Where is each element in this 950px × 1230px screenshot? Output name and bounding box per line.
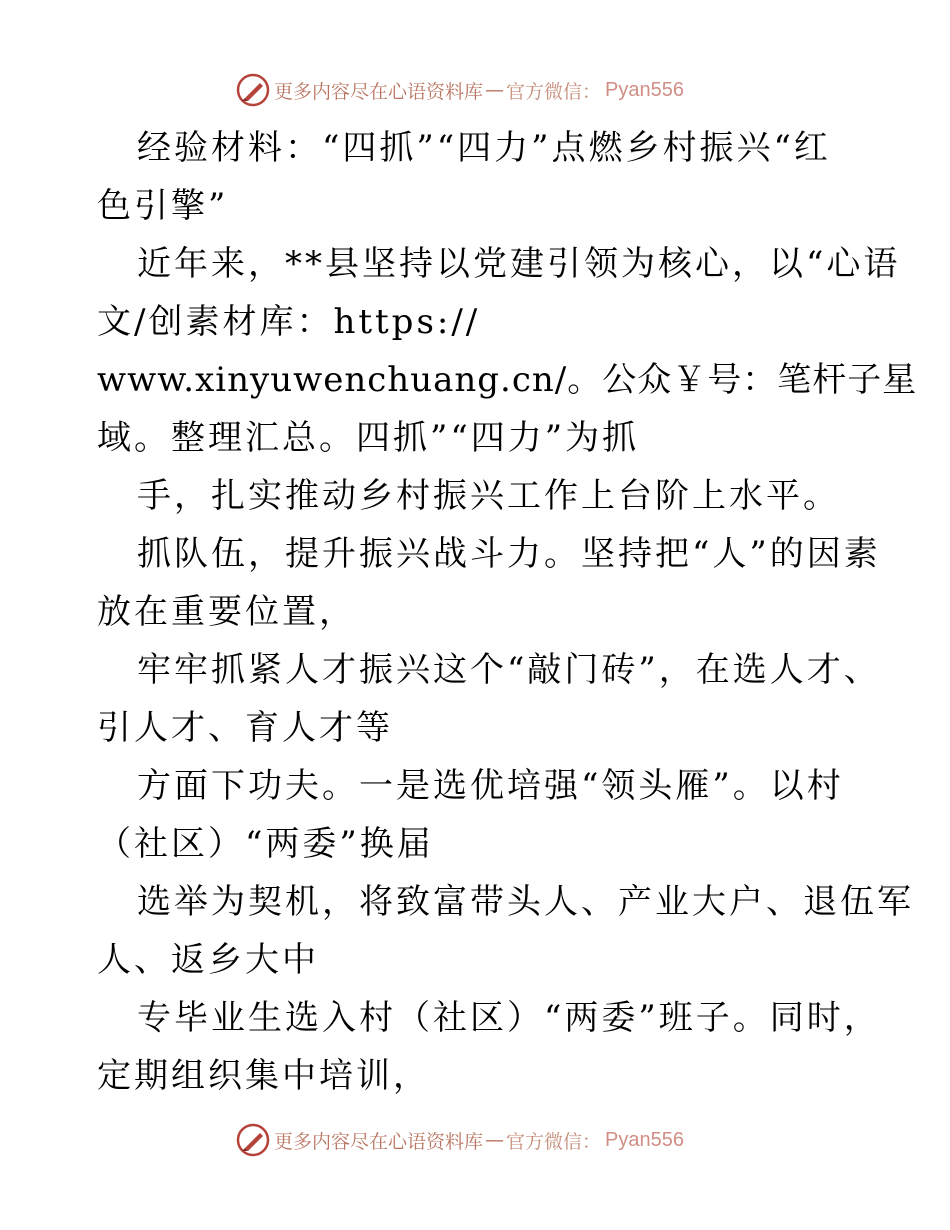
paragraph-line: 色引擎” bbox=[97, 186, 229, 226]
paragraph-line: 选举为契机，将致富带头人、产业大户、退伍军 bbox=[137, 882, 914, 922]
watermark-separator: — bbox=[485, 1129, 505, 1151]
watermark-separator: — bbox=[485, 79, 505, 101]
paragraph-line: 放在重要位置， bbox=[97, 592, 356, 632]
paragraph-line: 经验材料：“四抓”“四力”点燃乡村振兴“红 bbox=[137, 128, 831, 168]
watermark-wechat-id: Pyan556 bbox=[605, 1128, 684, 1151]
watermark-wechat-id: Pyan556 bbox=[605, 78, 684, 101]
paragraph-line: 定期组织集中培训， bbox=[97, 1056, 430, 1096]
watermark-wechat-label: 官方微信： bbox=[506, 1130, 602, 1153]
pen-logo-icon bbox=[236, 73, 270, 107]
paragraph-line: 牢牢抓紧人才振兴这个“敲门砖”，在选人才、 bbox=[137, 650, 881, 690]
paragraph-line: 近年来，**县坚持以党建引领为核心，以“心语 bbox=[137, 244, 901, 284]
watermark-text: 更多内容尽在心语资料库 bbox=[274, 80, 484, 103]
paragraph-line: www.xinyuwenchuang.cn/。公众￥号：笔杆子星 bbox=[97, 360, 918, 400]
paragraph-line: 专毕业生选入村（社区）“两委”班子。同时， bbox=[137, 998, 881, 1038]
paragraph-line: 方面下功夫。一是选优培强“领头雁”。以村 bbox=[137, 766, 844, 806]
header-watermark bbox=[236, 72, 684, 108]
paragraph-line: 手，扎实推动乡村振兴工作上台阶上水平。 bbox=[137, 476, 840, 516]
paragraph-line: 引人才、育人才等 bbox=[97, 708, 393, 748]
paragraph-line: 域。整理汇总。四抓”“四力”为抓 bbox=[97, 418, 640, 458]
watermark-text: 更多内容尽在心语资料库 bbox=[274, 1130, 484, 1153]
paragraph-line: 人、返乡大中 bbox=[97, 940, 319, 980]
paragraph-line: 抓队伍，提升振兴战斗力。坚持把“人”的因素 bbox=[137, 534, 881, 574]
footer-watermark bbox=[236, 1122, 684, 1158]
paragraph-line: 文/创素材库：https:// bbox=[97, 302, 481, 342]
paragraph-line: （社区）“两委”换届 bbox=[97, 824, 434, 864]
watermark-wechat-label: 官方微信： bbox=[506, 80, 602, 103]
pen-logo-icon bbox=[236, 1123, 270, 1157]
